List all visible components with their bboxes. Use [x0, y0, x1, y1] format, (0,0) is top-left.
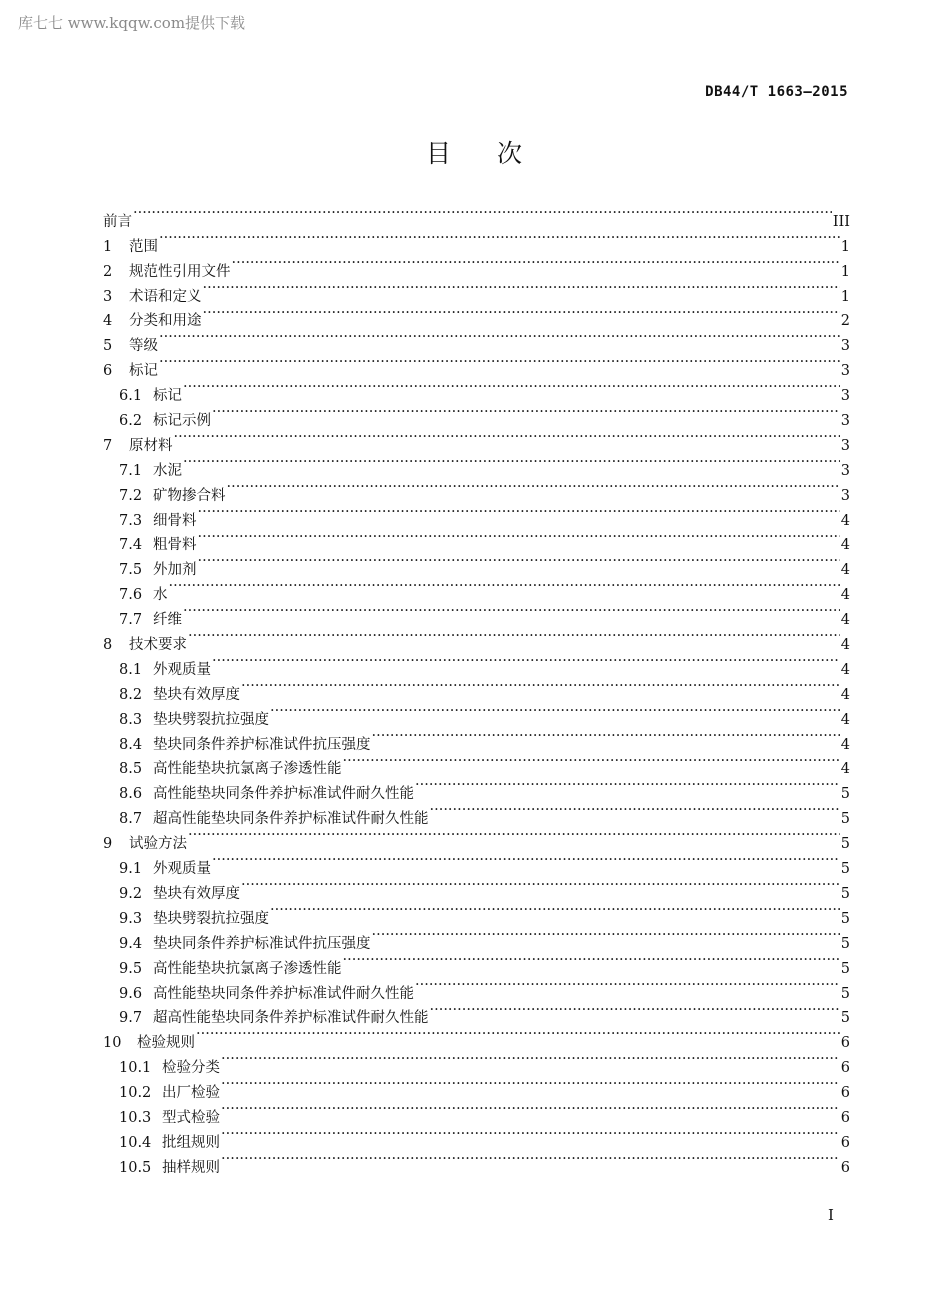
watermark: 库七七 www.kqqw.com提供下载 — [18, 14, 246, 32]
toc-entry-number: 9.7 — [119, 1010, 143, 1027]
toc-dot-leader — [343, 749, 840, 774]
toc-entry-label: 术语和定义 — [129, 288, 202, 305]
toc-entry[interactable] — [103, 674, 850, 703]
toc-entry[interactable] — [103, 301, 850, 330]
toc-entry-number: 4 — [103, 313, 113, 330]
toc-entry-number: 9.4 — [119, 935, 143, 952]
toc-entry-number: 9 — [103, 836, 113, 853]
toc-entry-page: 5 — [840, 960, 850, 977]
toc-dot-leader — [183, 450, 840, 475]
toc-entry-number: 7.7 — [119, 612, 143, 629]
toc-entry-label: 垫块劈裂抗拉强度 — [153, 711, 269, 728]
toc-entry-page: 4 — [840, 512, 850, 529]
toc-entry-page: 4 — [840, 562, 850, 579]
toc-entry-number: 9.5 — [119, 960, 143, 977]
toc-entry-label: 等级 — [129, 338, 158, 355]
toc-dot-leader — [196, 1022, 840, 1047]
toc-entry-label: 垫块有效厚度 — [153, 686, 240, 703]
toc-entry[interactable] — [103, 475, 850, 504]
toc-dot-leader — [198, 500, 840, 525]
toc-entry-label: 试验方法 — [129, 836, 187, 853]
toc-entry-number: 9.6 — [119, 985, 143, 1002]
toc-entry-label: 检验规则 — [137, 1035, 195, 1052]
toc-entry-number: 6.1 — [119, 388, 143, 405]
toc-entry-number: 5 — [103, 338, 113, 355]
toc-dot-leader — [372, 724, 840, 749]
toc-entry[interactable] — [103, 549, 850, 579]
toc-entry-number: 8.2 — [119, 686, 143, 703]
toc-entry-label: 垫块同条件养护标准试件抗压强度 — [153, 736, 371, 753]
toc-entry-page: 5 — [840, 861, 850, 878]
toc-entry-page: 5 — [840, 935, 850, 952]
toc-entry-number: 7.6 — [119, 587, 143, 604]
toc-entry-label: 型式检验 — [162, 1109, 220, 1126]
toc-entry-page: 3 — [840, 363, 850, 380]
toc-dot-leader — [221, 1097, 840, 1122]
toc-dot-leader — [174, 425, 840, 450]
toc-entry[interactable] — [103, 599, 850, 629]
toc-entry-number: 3 — [103, 288, 113, 305]
toc-entry-label: 外加剂 — [153, 562, 197, 579]
toc-entry-page: 6 — [840, 1159, 850, 1176]
toc-dot-leader — [169, 574, 840, 599]
toc-dot-leader — [198, 525, 840, 550]
toc-entry-page: 3 — [840, 462, 850, 479]
toc-entry-label: 纤维 — [153, 612, 182, 629]
toc-entry-page: 4 — [840, 537, 850, 554]
toc-entry-number: 10.2 — [119, 1085, 152, 1102]
toc-dot-leader — [232, 251, 840, 276]
toc-dot-leader — [430, 998, 840, 1023]
toc-entry-page: 2 — [840, 313, 850, 330]
toc-dot-leader — [188, 823, 840, 848]
toc-dot-leader — [183, 375, 840, 400]
standard-code: DB44/T 1663—2015 — [705, 84, 848, 100]
toc-entry-number: 6 — [103, 363, 113, 380]
toc-dot-leader — [241, 674, 840, 699]
toc-entry-page: 1 — [840, 263, 850, 280]
toc-dot-leader — [203, 301, 840, 326]
toc-entry-number: 2 — [103, 263, 113, 280]
toc-entry-number: 9.1 — [119, 861, 143, 878]
toc-dot-leader — [159, 350, 840, 375]
toc-entry-number: 8.5 — [119, 761, 143, 778]
toc-entry-label: 标记 — [153, 388, 182, 405]
toc-entry-page: 6 — [840, 1060, 850, 1077]
toc-entry-number: 8.1 — [119, 661, 143, 678]
toc-entry-label: 高性能垫块抗氯离子渗透性能 — [153, 960, 342, 977]
toc-entry-page: 5 — [840, 985, 850, 1002]
toc-entry-number: 6.2 — [119, 413, 143, 430]
toc-title — [0, 134, 950, 170]
toc-entry-page: 5 — [840, 811, 850, 828]
toc-title-right: 次 — [497, 139, 525, 168]
toc-entry[interactable] — [103, 574, 850, 604]
toc-entry-label: 标记 — [129, 363, 158, 380]
toc-entry-label: 高性能垫块同条件养护标准试件耐久性能 — [153, 786, 414, 803]
toc-dot-leader — [133, 201, 832, 226]
toc-entry-page: 5 — [840, 910, 850, 927]
toc-dot-leader — [221, 1047, 840, 1072]
toc-entry-label: 高性能垫块抗氯离子渗透性能 — [153, 761, 342, 778]
toc-entry-label: 技术要求 — [129, 637, 187, 654]
toc-entry-label: 范围 — [129, 238, 158, 255]
toc-entry-label: 外观质量 — [153, 661, 211, 678]
toc-dot-leader — [212, 400, 840, 425]
toc-dot-leader — [221, 1072, 840, 1097]
toc-dot-leader — [212, 848, 840, 873]
toc-entry-page: 4 — [840, 686, 850, 703]
toc-entry-label: 分类和用途 — [129, 313, 202, 330]
toc-entry-page: 3 — [840, 487, 850, 504]
toc-entry-page: 4 — [840, 736, 850, 753]
toc-entry[interactable] — [103, 873, 850, 902]
toc-entry-number: 7.2 — [119, 487, 143, 504]
toc-entry-label: 前言 — [103, 213, 132, 230]
toc-entry-page: 6 — [840, 1134, 850, 1151]
toc-entry-page: 4 — [840, 637, 850, 654]
toc-entry[interactable] — [103, 425, 850, 454]
toc-entry-label: 垫块同条件养护标准试件抗压强度 — [153, 935, 371, 952]
toc-dot-leader — [241, 873, 840, 898]
toc-entry-page: 3 — [840, 388, 850, 405]
toc-entry-number: 9.2 — [119, 885, 143, 902]
toc-entry-page: 4 — [840, 587, 850, 604]
toc-entry-page: 3 — [840, 437, 850, 454]
toc-entry-label: 矿物掺合料 — [153, 487, 226, 504]
toc-entry-label: 水泥 — [153, 462, 182, 479]
toc-entry[interactable] — [103, 375, 850, 405]
toc-entry-page: 3 — [840, 413, 850, 430]
toc-entry-number: 7.1 — [119, 462, 143, 479]
toc-entry[interactable] — [103, 276, 850, 305]
table-of-contents — [103, 201, 850, 1176]
toc-entry-label: 标记示例 — [153, 413, 211, 430]
toc-entry[interactable] — [103, 400, 850, 430]
toc-entry-label: 超高性能垫块同条件养护标准试件耐久性能 — [153, 1010, 429, 1027]
toc-entry-label: 垫块有效厚度 — [153, 885, 240, 902]
toc-entry-page: 5 — [840, 885, 850, 902]
toc-entry[interactable] — [103, 823, 850, 853]
toc-entry[interactable] — [103, 1022, 850, 1052]
toc-dot-leader — [270, 898, 840, 923]
toc-dot-leader — [430, 798, 840, 823]
toc-entry-page: 4 — [840, 761, 850, 778]
toc-entry-number: 9.3 — [119, 910, 143, 927]
toc-dot-leader — [159, 226, 840, 251]
toc-dot-leader — [159, 325, 840, 350]
toc-dot-leader — [221, 1147, 840, 1172]
toc-dot-leader — [203, 276, 840, 301]
toc-entry-page: 6 — [840, 1109, 850, 1126]
toc-entry-label: 超高性能垫块同条件养护标准试件耐久性能 — [153, 811, 429, 828]
toc-entry-label: 垫块劈裂抗拉强度 — [153, 910, 269, 927]
toc-entry[interactable] — [103, 251, 850, 280]
toc-entry[interactable] — [103, 848, 850, 878]
toc-entry-page: 1 — [840, 238, 850, 255]
toc-entry-page: III — [832, 213, 850, 230]
toc-entry[interactable] — [103, 500, 850, 529]
toc-entry-number: 7 — [103, 437, 113, 454]
toc-entry-label: 粗骨料 — [153, 537, 197, 554]
toc-entry-page: 3 — [840, 338, 850, 355]
toc-dot-leader — [343, 948, 840, 973]
toc-title-left: 目 — [425, 139, 453, 168]
toc-entry[interactable] — [103, 325, 850, 355]
toc-entry[interactable] — [103, 226, 850, 255]
toc-entry-number: 1 — [103, 238, 113, 255]
page-number: I — [828, 1206, 834, 1224]
toc-entry-label: 出厂检验 — [162, 1085, 220, 1102]
toc-entry-number: 10 — [103, 1035, 122, 1052]
toc-entry[interactable] — [103, 525, 850, 554]
toc-dot-leader — [188, 624, 840, 649]
toc-entry-number: 10.1 — [119, 1060, 152, 1077]
toc-entry-page: 5 — [840, 1010, 850, 1027]
toc-entry-page: 4 — [840, 711, 850, 728]
toc-entry-number: 8.4 — [119, 736, 143, 753]
toc-entry-number: 7.5 — [119, 562, 143, 579]
toc-entry[interactable] — [103, 201, 850, 230]
toc-dot-leader — [227, 475, 840, 500]
toc-entry-label: 高性能垫块同条件养护标准试件耐久性能 — [153, 985, 414, 1002]
toc-entry-number: 8.6 — [119, 786, 143, 803]
toc-entry[interactable] — [103, 624, 850, 654]
toc-dot-leader — [415, 973, 840, 998]
toc-entry-number: 8.7 — [119, 811, 143, 828]
toc-dot-leader — [270, 699, 840, 724]
toc-entry-number: 10.4 — [119, 1134, 152, 1151]
toc-entry-label: 水 — [153, 587, 168, 604]
toc-dot-leader — [198, 549, 840, 574]
toc-entry-label: 细骨料 — [153, 512, 197, 529]
toc-entry-label: 检验分类 — [162, 1060, 220, 1077]
toc-entry-page: 4 — [840, 612, 850, 629]
toc-entry-page: 6 — [840, 1035, 850, 1052]
toc-entry-page: 1 — [840, 288, 850, 305]
toc-dot-leader — [221, 1122, 840, 1147]
toc-entry-label: 规范性引用文件 — [129, 263, 231, 280]
toc-entry-number: 7.3 — [119, 512, 143, 529]
toc-entry-number: 8 — [103, 637, 113, 654]
toc-entry[interactable] — [103, 649, 850, 678]
toc-entry-number: 8.3 — [119, 711, 143, 728]
toc-entry-label: 外观质量 — [153, 861, 211, 878]
toc-entry[interactable] — [103, 1047, 850, 1077]
toc-entry-page: 6 — [840, 1085, 850, 1102]
toc-entry-number: 7.4 — [119, 537, 143, 554]
toc-entry-page: 5 — [840, 786, 850, 803]
toc-entry[interactable] — [103, 350, 850, 380]
toc-entry-page: 5 — [840, 836, 850, 853]
toc-entry[interactable] — [103, 450, 850, 479]
toc-dot-leader — [212, 649, 840, 674]
toc-entry-page: 4 — [840, 661, 850, 678]
toc-entry-label: 抽样规则 — [162, 1159, 220, 1176]
toc-dot-leader — [183, 599, 840, 624]
toc-entry-label: 原材料 — [129, 437, 173, 454]
toc-dot-leader — [372, 923, 840, 948]
toc-dot-leader — [415, 773, 840, 798]
toc-entry-number: 10.5 — [119, 1159, 152, 1176]
toc-entry-label: 批组规则 — [162, 1134, 220, 1151]
toc-entry-number: 10.3 — [119, 1109, 152, 1126]
